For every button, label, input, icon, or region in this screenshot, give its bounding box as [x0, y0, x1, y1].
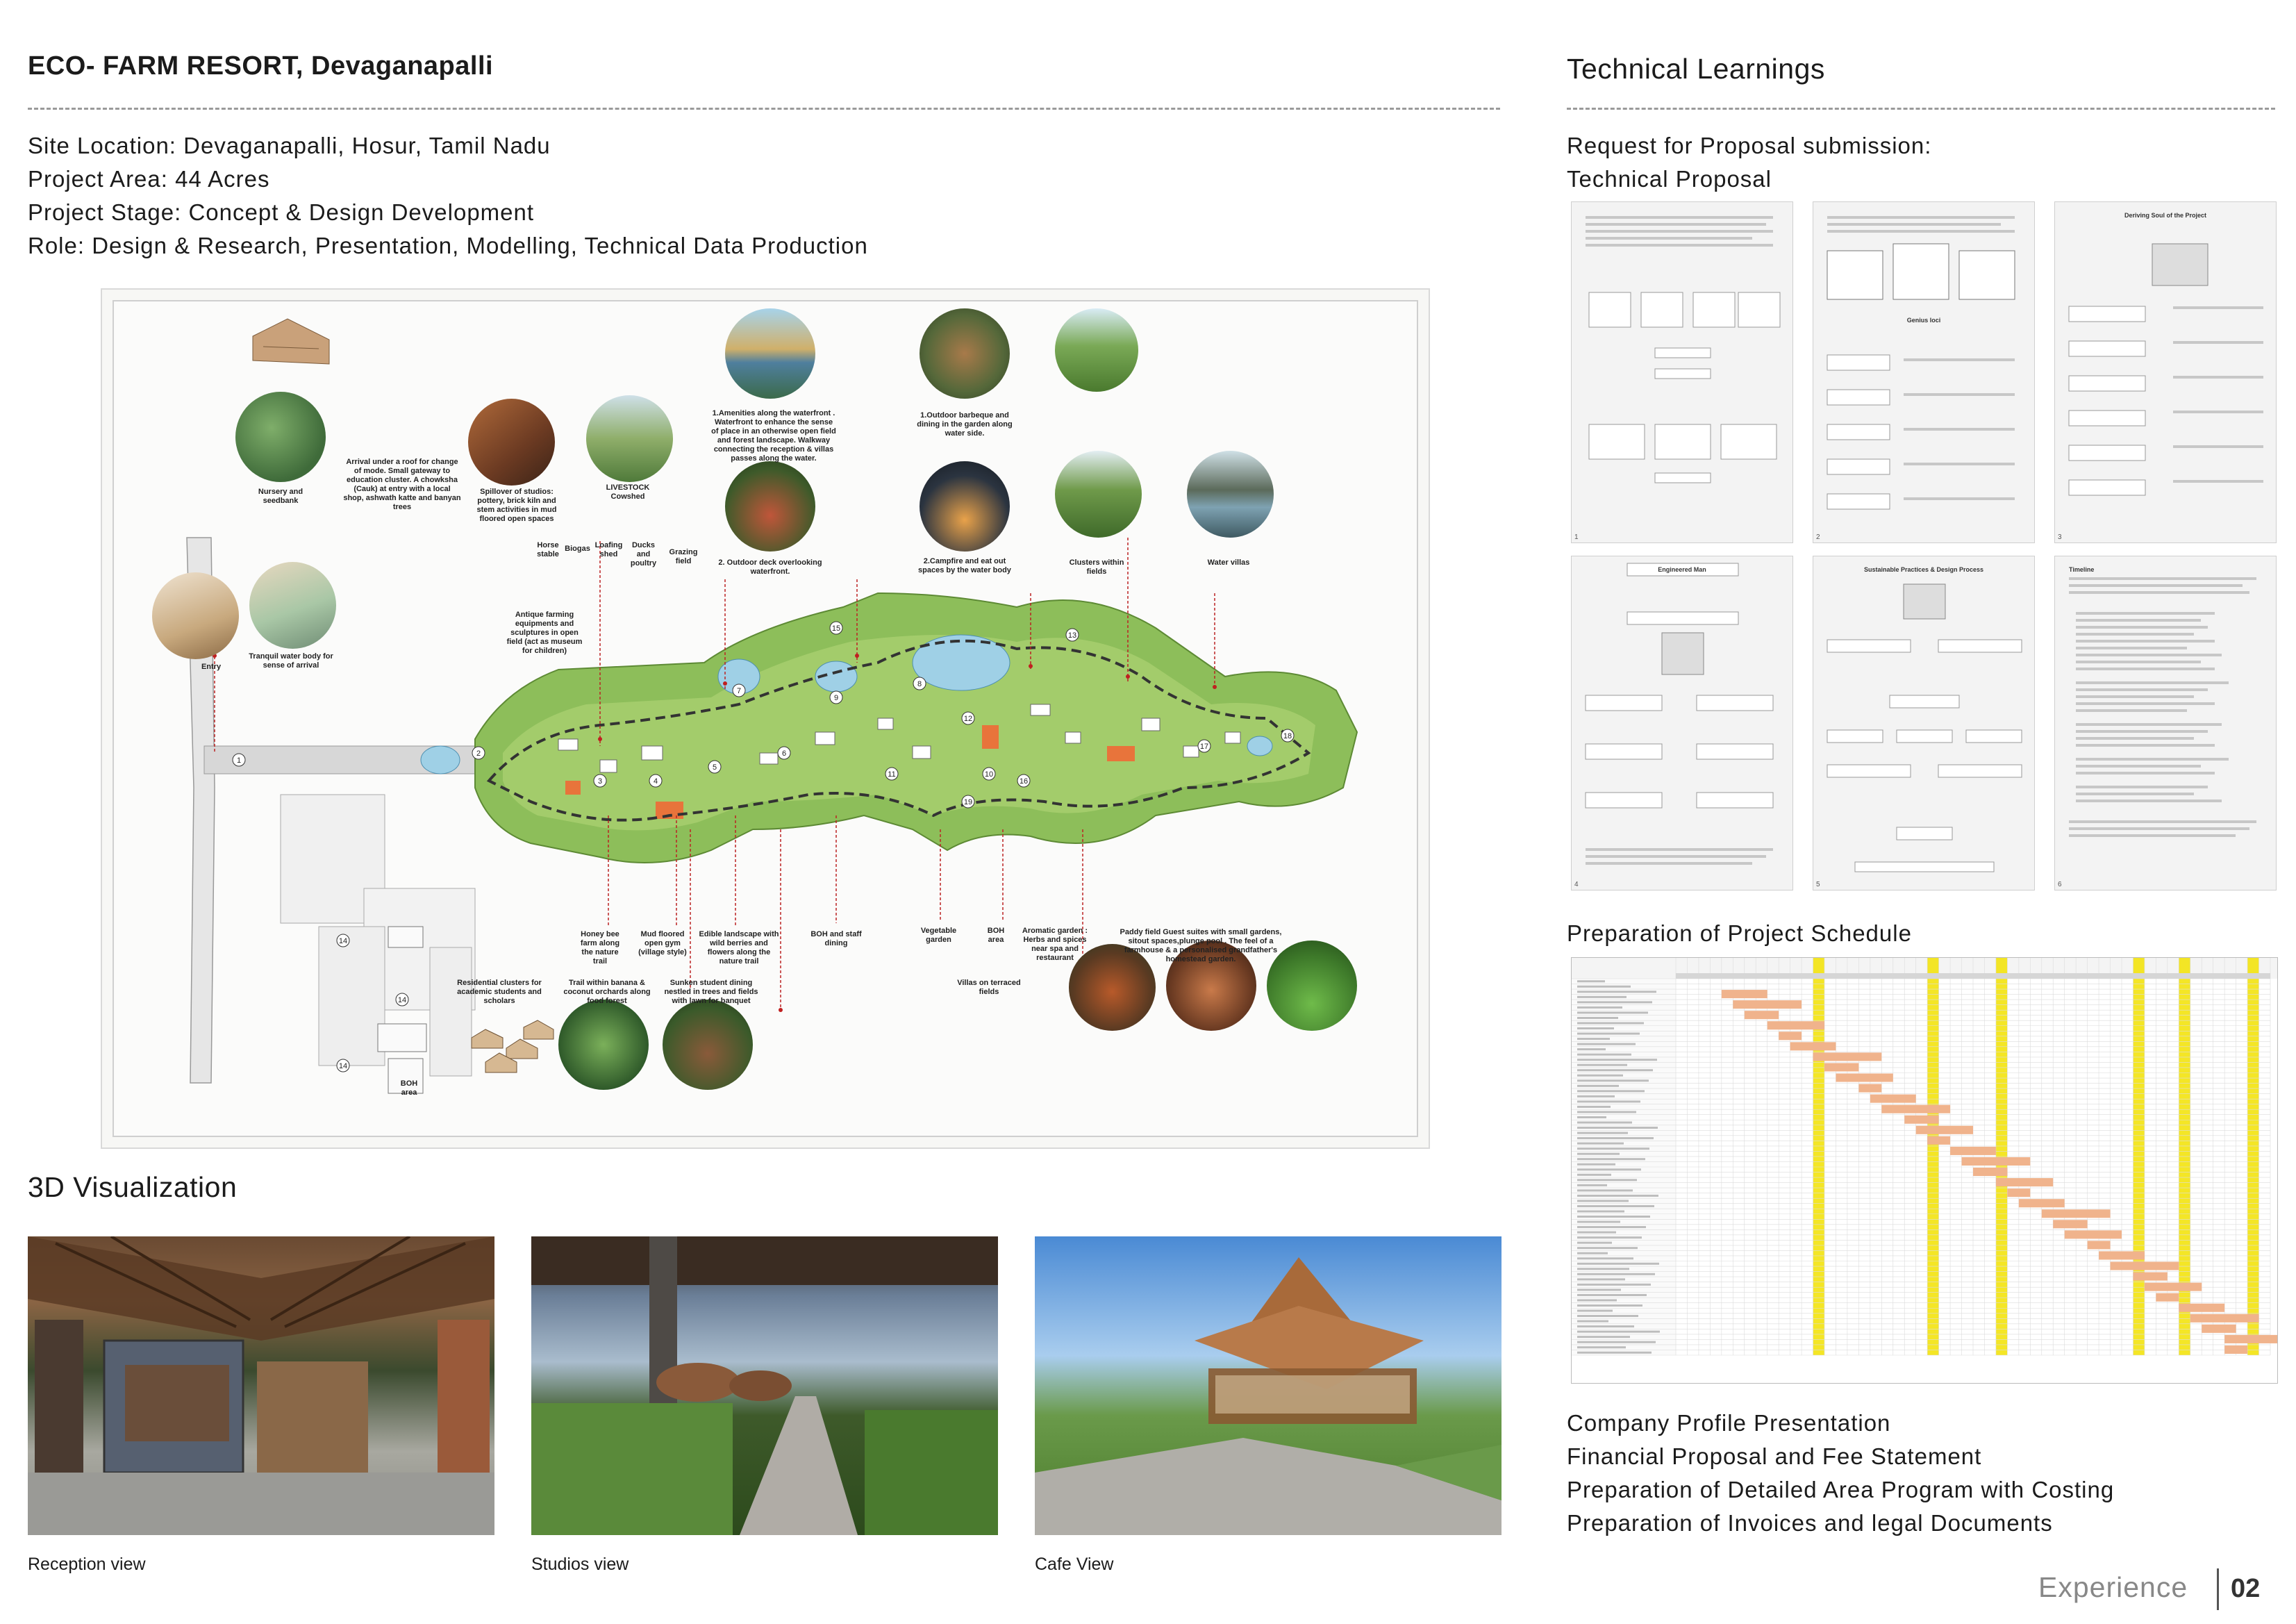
paddy-photo	[1055, 308, 1138, 392]
label-honey: Honey bee farm along the nature trail	[580, 930, 620, 966]
label-edible: Edible landscape with wild berries and flowers along the nature trail	[699, 930, 779, 966]
project-role: Role: Design & Research, Presentation, Modelling, Technical Data Production	[28, 233, 868, 258]
label-boh-area-2: BOH area	[400, 1079, 418, 1097]
site-location: Site Location: Devaganapalli, Hosur, Tamil Nadu	[28, 133, 551, 158]
learnings-divider	[1567, 108, 2275, 110]
svg-text:1: 1	[236, 756, 242, 765]
proposal-page-4-number: 4	[1574, 881, 1579, 888]
studios-caption: Studios view	[531, 1555, 629, 1574]
proposal-page-3-number: 3	[2058, 533, 2062, 541]
label-ducks: Ducks and poultry	[630, 541, 657, 567]
proposal-page-3-heading: Deriving Soul of the Project	[2124, 212, 2206, 219]
label-residential: Residential clusters for academic students and scholars	[457, 979, 542, 1005]
footer-page-number: 02	[2231, 1574, 2261, 1603]
svg-text:7: 7	[736, 687, 742, 695]
master-plan-board	[101, 288, 1430, 1149]
footer-separator	[2217, 1568, 2219, 1610]
schedule-title: Preparation of Project Schedule	[1567, 920, 1912, 946]
cafe-caption: Cafe View	[1035, 1555, 1114, 1574]
reception-render	[28, 1236, 494, 1535]
label-mud-gym: Mud floored open gym (village style)	[638, 930, 687, 956]
label-loafing: Loafing shed	[594, 541, 623, 558]
svg-text:14: 14	[338, 1062, 348, 1070]
campfire-photo	[920, 461, 1010, 552]
barbeque-photo	[920, 308, 1010, 399]
tranquil-water-photo	[249, 562, 336, 649]
label-sunken: Sunken student dining nestled in trees and fields with lawn for banquet	[664, 979, 758, 1005]
svg-text:10: 10	[984, 770, 994, 779]
rfp-block	[1567, 129, 1931, 196]
project-title: ECO- FARM RESORT, Devaganapalli	[28, 51, 494, 81]
proposal-page-1	[1571, 201, 1793, 543]
cafe-render	[1035, 1236, 1501, 1535]
label-campfire: 2.Campfire and eat out spaces by the water body	[918, 557, 1011, 574]
label-trail: Trail within banana & coconut orchards along food forest	[563, 979, 651, 1005]
learning-item-4: Preparation of Invoices and legal Documents	[1567, 1510, 2053, 1536]
proposal-page-2-heading: Genius loci	[1906, 317, 1941, 324]
proposal-page-6	[2054, 556, 2277, 890]
svg-text:14: 14	[338, 937, 348, 945]
label-nursery: Nursery and seedbank	[258, 488, 303, 505]
spillover-studio-photo	[468, 399, 555, 486]
project-stage: Project Stage: Concept & Design Development	[28, 199, 535, 225]
proposal-page-6-number: 6	[2058, 881, 2062, 888]
learning-item-1: Company Profile Presentation	[1567, 1410, 1891, 1436]
waterfront-photo	[725, 308, 815, 399]
svg-text:19: 19	[963, 798, 973, 806]
label-amenities: 1.Amenities along the waterfront . Waterfront to enhance the sense of place in an otherwise open field and forest landscape. Walkway connecting the reception & villas passes along the water.	[711, 409, 836, 463]
livestock-photo	[586, 395, 673, 482]
learning-item-2: Financial Proposal and Fee Statement	[1567, 1443, 1982, 1469]
label-entry: Entry	[201, 663, 222, 671]
label-villas-terraced: Villas on terraced fields	[957, 979, 1021, 996]
label-arrival: Arrival under a roof for change of mode. Small gateway to education cluster. A chowksha (Cauk) at entry with a local shop, ashwath katte and banyan trees	[343, 458, 461, 511]
studios-render	[531, 1236, 998, 1535]
entry-sketch-photo	[152, 572, 239, 659]
proposal-page-6-heading: Timeline	[2069, 566, 2095, 573]
learning-item-3: Preparation of Detailed Area Program with Costing	[1567, 1477, 2115, 1502]
label-boh-dining: BOH and staff dining	[810, 930, 862, 947]
proposal-page-3	[2054, 201, 2277, 543]
svg-text:13: 13	[1067, 631, 1077, 640]
svg-text:11: 11	[888, 770, 896, 779]
rfp-line-1: Request for Proposal submission:	[1567, 133, 1932, 158]
svg-text:6: 6	[781, 749, 787, 758]
project-info	[28, 129, 868, 263]
label-boh-area: BOH area	[987, 927, 1005, 944]
visualization-title: 3D Visualization	[28, 1171, 238, 1203]
clusters-fields-photo	[1055, 451, 1142, 538]
label-livestock: LIVESTOCK Cowshed	[606, 483, 650, 501]
svg-text:14: 14	[397, 996, 407, 1004]
proposal-page-5-number: 5	[1816, 881, 1820, 888]
svg-text:8: 8	[917, 680, 922, 688]
label-clusters: Clusters within fields	[1069, 558, 1124, 576]
svg-text:4: 4	[653, 777, 658, 786]
label-aromatic: Aromatic garden : Herbs and spices near spa and restaurant	[1022, 927, 1088, 962]
reception-caption: Reception view	[28, 1555, 146, 1574]
label-grazing: Grazing field	[669, 548, 698, 565]
label-barbeque: 1.Outdoor barbeque and dining in the garden along water side.	[917, 411, 1013, 438]
label-tranquil: Tranquil water body for sense of arrival	[249, 652, 333, 670]
svg-text:17: 17	[1199, 743, 1209, 751]
svg-text:12: 12	[963, 715, 973, 723]
water-villas-photo	[1187, 451, 1274, 538]
learnings-title: Technical Learnings	[1567, 53, 1825, 85]
label-water-villas: Water villas	[1207, 558, 1250, 567]
learnings-list	[1567, 1407, 2114, 1540]
proposal-page-4	[1571, 556, 1793, 890]
nursery-photo	[235, 392, 326, 482]
svg-text:9: 9	[833, 694, 839, 702]
label-vegetable: Vegetable garden	[920, 927, 957, 944]
label-outdoor-deck: 2. Outdoor deck overlooking waterfront.	[718, 558, 822, 576]
label-biogas: Biogas	[565, 545, 590, 553]
svg-text:16: 16	[1019, 777, 1029, 786]
project-schedule-gantt	[1571, 957, 2278, 1384]
rfp-line-2: Technical Proposal	[1567, 166, 1772, 192]
title-divider	[28, 108, 1500, 110]
label-horse: Horse stable	[537, 541, 559, 558]
proposal-page-4-heading: Engineered Man	[1658, 566, 1706, 573]
svg-text:2: 2	[476, 749, 481, 758]
proposal-page-2	[1813, 201, 2035, 543]
outdoor-deck-photo	[725, 461, 815, 552]
proposal-page-1-number: 1	[1574, 533, 1579, 541]
proposal-page-5	[1813, 556, 2035, 890]
proposal-page-5-heading: Sustainable Practices & Design Process	[1863, 566, 1984, 573]
footer-section: Experience	[2038, 1571, 2188, 1603]
svg-text:5: 5	[712, 763, 717, 772]
svg-text:3: 3	[597, 777, 603, 786]
project-area: Project Area: 44 Acres	[28, 166, 270, 192]
proposal-page-2-number: 2	[1816, 533, 1820, 541]
master-plan-frame	[113, 300, 1418, 1137]
sunken-dining-photo	[663, 1000, 753, 1090]
label-spillover: Spillover of studios: pottery, brick kiln and stem activities in mud floored open spaces	[476, 488, 557, 523]
label-paddy: Paddy field Guest suites with small gardens, sitout spaces,plunge pool . The feel of a farmhouse & a personalised grandfather's homestead garden.	[1120, 928, 1282, 963]
trail-orchard-photo	[558, 1000, 649, 1090]
svg-text:15: 15	[831, 624, 841, 633]
label-antique: Antique farming equipments and sculptures in open field (act as museum for children)	[506, 611, 583, 655]
svg-text:18: 18	[1283, 732, 1292, 740]
